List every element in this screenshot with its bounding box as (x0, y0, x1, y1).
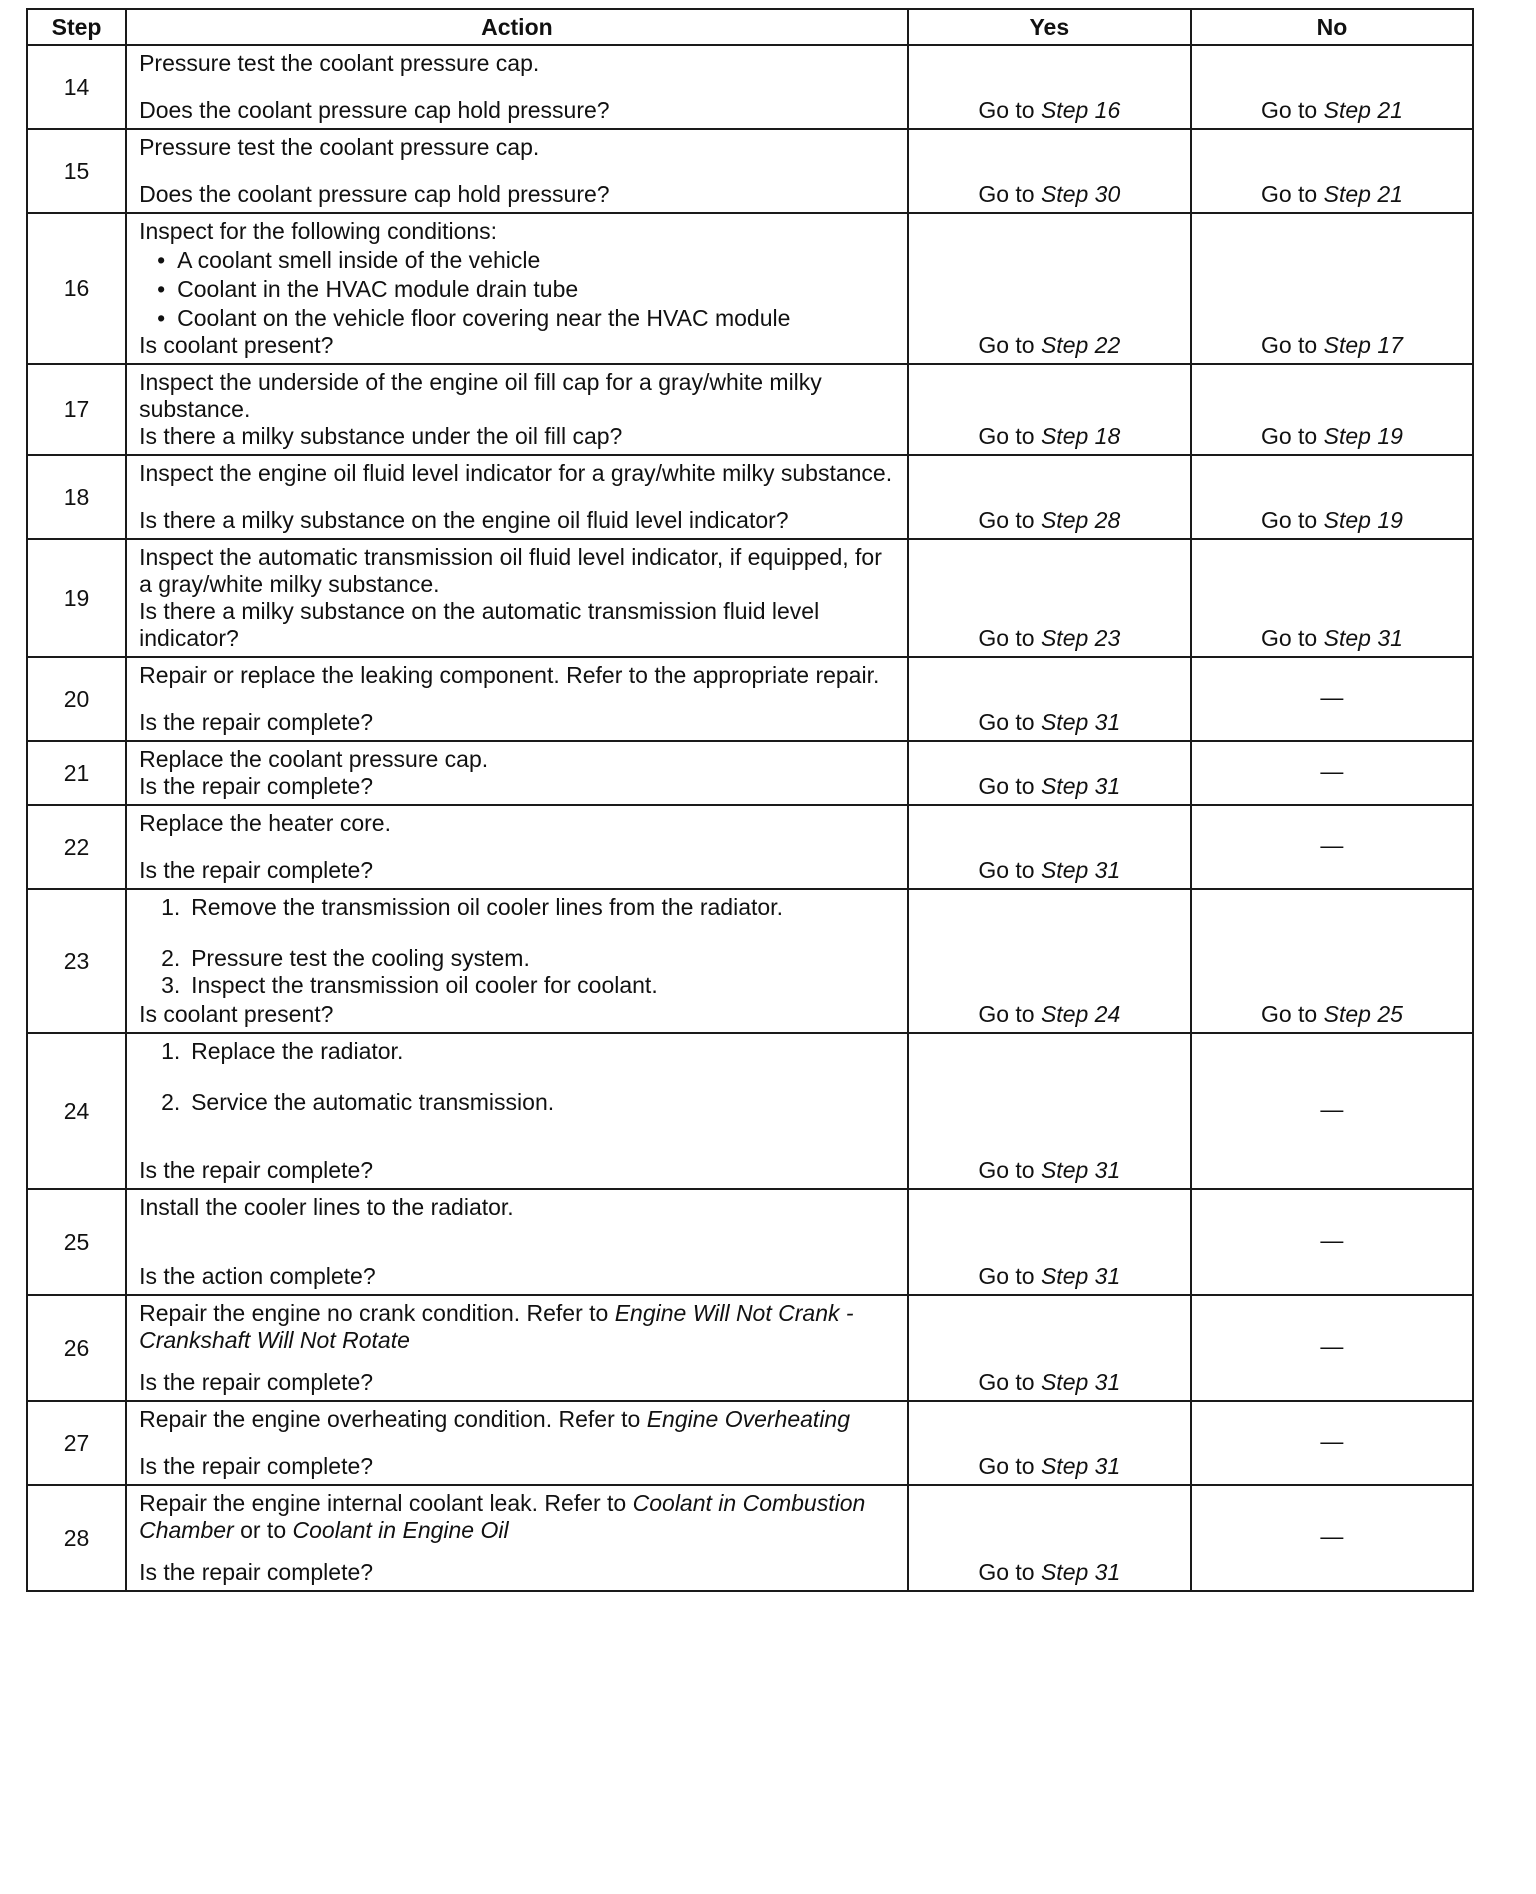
question-text: Is there a milky substance under the oil fill cap? (139, 423, 623, 449)
goto-step-ref: Step 18 (1040, 423, 1121, 449)
goto-step-ref: Step 23 (1040, 625, 1121, 651)
step-number: 17 (27, 364, 126, 455)
action-instructions (139, 460, 899, 487)
question-text: Is the action complete? (139, 1263, 376, 1289)
yes-cell (908, 364, 1191, 455)
goto-step-ref: Step 31 (1040, 1453, 1121, 1479)
yes-cell (908, 539, 1191, 657)
yes-cell (908, 213, 1191, 364)
yes-cell (908, 889, 1191, 1033)
step-number: 15 (27, 129, 126, 213)
bullet-item (139, 247, 899, 274)
action-cell (126, 1401, 908, 1485)
item-text: Pressure test the cooling system. (191, 945, 530, 971)
no-dash: — (1320, 1095, 1344, 1122)
action-instructions (139, 1038, 899, 1116)
goto-step-ref: Step 19 (1323, 507, 1403, 533)
question-text: Does the coolant pressure cap hold pressure? (139, 181, 610, 207)
goto-prefix: Go to (978, 1369, 1035, 1395)
yes-cell (908, 657, 1191, 741)
goto-prefix: Go to (978, 1263, 1035, 1289)
goto-prefix: Go to (1260, 332, 1318, 358)
no-cell (1191, 1189, 1473, 1295)
action-instructions (139, 894, 899, 999)
action-instructions (139, 746, 899, 773)
goto-step-ref: Step 31 (1040, 1157, 1121, 1183)
no-dash: — (1320, 683, 1344, 710)
action-instructions (139, 369, 899, 423)
table-row (27, 539, 1473, 657)
table-row (27, 805, 1473, 889)
step-number: 26 (27, 1295, 126, 1401)
instruction-text: Replace the heater core. (139, 810, 391, 836)
goto-step-ref: Step 31 (1040, 773, 1121, 799)
reference-link-text: Coolant in Combustion Chamber (139, 1490, 866, 1543)
table-row (27, 1401, 1473, 1485)
action-cell (126, 364, 908, 455)
goto-prefix: Go to (978, 625, 1035, 651)
goto-step-ref: Step 31 (1323, 625, 1403, 651)
action-cell (126, 657, 908, 741)
action-instructions (139, 662, 899, 689)
action-content (139, 218, 899, 359)
item-text: Replace the radiator. (191, 1038, 404, 1064)
table-row (27, 741, 1473, 805)
reference-link-text: Engine Overheating (646, 1406, 851, 1432)
goto-step-ref: Step 21 (1323, 181, 1403, 207)
goto-prefix: Go to (1260, 423, 1318, 449)
no-cell (1191, 1033, 1473, 1189)
action-instructions (139, 1406, 899, 1433)
action-content (139, 460, 899, 534)
table-row (27, 45, 1473, 129)
item-number: 2. (161, 1089, 181, 1115)
no-cell (1191, 889, 1473, 1033)
instruction-text: Install the cooler lines to the radiator. (139, 1194, 514, 1220)
no-cell (1191, 45, 1473, 129)
instruction-text: Inspect the underside of the engine oil fill cap for a gray/white milky substance. (139, 369, 822, 422)
no-dash: — (1320, 757, 1344, 784)
step-number: 16 (27, 213, 126, 364)
instruction-text (139, 1406, 899, 1433)
goto-prefix: Go to (978, 423, 1035, 449)
yes-cell (908, 1485, 1191, 1591)
instruction-part: Repair the engine overheating condition. Refer to (139, 1406, 647, 1432)
no-cell (1191, 657, 1473, 741)
goto-step-ref: Step 31 (1040, 1559, 1121, 1585)
goto-prefix: Go to (1260, 181, 1318, 207)
goto-step-ref: Step 31 (1040, 709, 1121, 735)
action-cell (126, 805, 908, 889)
action-cell (126, 455, 908, 539)
question-text: Is the repair complete? (139, 709, 374, 735)
no-cell (1191, 1401, 1473, 1485)
question-text: Is the repair complete? (139, 1369, 374, 1395)
goto-prefix: Go to (978, 1559, 1035, 1585)
yes-cell (908, 455, 1191, 539)
diagnostic-table (26, 8, 1474, 1592)
goto-prefix: Go to (1260, 97, 1318, 123)
action-content (139, 1038, 899, 1184)
numbered-item (139, 1038, 899, 1065)
step-number: 21 (27, 741, 126, 805)
step-number: 14 (27, 45, 126, 129)
header-no: No (1191, 9, 1473, 45)
item-number: 1. (161, 1038, 181, 1064)
action-content (139, 50, 899, 124)
action-instructions (139, 134, 899, 161)
action-cell (126, 1033, 908, 1189)
no-dash: — (1320, 1226, 1344, 1253)
action-cell (126, 213, 908, 364)
numbered-item (139, 894, 899, 921)
step-number: 23 (27, 889, 126, 1033)
step-number: 18 (27, 455, 126, 539)
header-step: Step (27, 9, 126, 45)
no-cell (1191, 455, 1473, 539)
yes-cell (908, 1401, 1191, 1485)
action-content (139, 134, 899, 208)
action-content (139, 746, 899, 800)
no-dash: — (1320, 1427, 1344, 1454)
instruction-text: Repair or replace the leaking component. Refer to the appropriate repair. (139, 662, 880, 688)
table-row (27, 1295, 1473, 1401)
goto-prefix: Go to (1260, 1001, 1318, 1027)
yes-cell (908, 741, 1191, 805)
step-number: 28 (27, 1485, 126, 1591)
instruction-text: Replace the coolant pressure cap. (139, 746, 489, 772)
step-number: 20 (27, 657, 126, 741)
goto-step-ref: Step 19 (1323, 423, 1403, 449)
yes-cell (908, 1033, 1191, 1189)
goto-step-ref: Step 31 (1040, 857, 1121, 883)
goto-step-ref: Step 31 (1040, 1369, 1121, 1395)
goto-prefix: Go to (978, 332, 1035, 358)
action-content (139, 1490, 899, 1586)
step-number: 22 (27, 805, 126, 889)
no-cell (1191, 741, 1473, 805)
no-cell (1191, 364, 1473, 455)
yes-cell (908, 805, 1191, 889)
goto-prefix: Go to (1260, 625, 1318, 651)
table-body (27, 45, 1473, 1591)
no-dash: — (1320, 831, 1344, 858)
question-text: Is coolant present? (139, 1001, 334, 1027)
goto-step-ref: Step 17 (1323, 332, 1403, 358)
goto-prefix: Go to (978, 1001, 1035, 1027)
bullet-item (139, 276, 899, 303)
header-action: Action (126, 9, 908, 45)
question-text: Is there a milky substance on the automatic transmission fluid level indicator? (139, 598, 820, 651)
bullet-item (139, 305, 899, 332)
table-row (27, 129, 1473, 213)
no-cell (1191, 1485, 1473, 1591)
item-text: Inspect the transmission oil cooler for coolant. (191, 972, 658, 998)
bullet-text: A coolant smell inside of the vehicle (177, 247, 541, 273)
numbered-item (139, 945, 899, 972)
goto-prefix: Go to (1260, 507, 1318, 533)
step-number: 25 (27, 1189, 126, 1295)
question-text: Is the repair complete? (139, 1559, 374, 1585)
item-number: 1. (161, 894, 181, 920)
goto-step-ref: Step 28 (1040, 507, 1121, 533)
item-text: Remove the transmission oil cooler lines from the radiator. (191, 894, 783, 920)
step-number: 27 (27, 1401, 126, 1485)
table-row (27, 889, 1473, 1033)
instruction-text: Inspect the automatic transmission oil fluid level indicator, if equipped, for a gray/white milky substance. (139, 544, 882, 597)
action-instructions (139, 1300, 899, 1354)
action-content (139, 894, 899, 1028)
bullet-text: Coolant in the HVAC module drain tube (177, 276, 579, 302)
question-text: Is the repair complete? (139, 1157, 374, 1183)
instruction-text: Pressure test the coolant pressure cap. (139, 134, 540, 160)
action-cell (126, 45, 908, 129)
action-cell (126, 889, 908, 1033)
question-text: Does the coolant pressure cap hold pressure? (139, 97, 610, 123)
action-content (139, 369, 899, 450)
table-row (27, 1033, 1473, 1189)
item-number: 3. (161, 972, 181, 998)
action-content (139, 1194, 899, 1290)
goto-step-ref: Step 31 (1040, 1263, 1121, 1289)
question-text: Is coolant present? (139, 332, 334, 358)
yes-cell (908, 129, 1191, 213)
action-instructions (139, 1490, 899, 1544)
action-cell (126, 1189, 908, 1295)
reference-link-text: Coolant in Engine Oil (292, 1517, 509, 1543)
no-cell (1191, 539, 1473, 657)
table-row (27, 657, 1473, 741)
action-cell (126, 539, 908, 657)
instruction-part: Repair the engine internal coolant leak. Refer to (139, 1490, 633, 1516)
action-instructions (139, 50, 899, 77)
action-content (139, 1300, 899, 1396)
goto-prefix: Go to (978, 507, 1035, 533)
instruction-part: Repair the engine no crank condition. Refer to (139, 1300, 615, 1326)
header-row (27, 9, 1473, 45)
table-row (27, 364, 1473, 455)
header-yes: Yes (908, 9, 1191, 45)
step-number: 24 (27, 1033, 126, 1189)
action-cell (126, 1485, 908, 1591)
goto-prefix: Go to (978, 181, 1035, 207)
goto-step-ref: Step 25 (1323, 1001, 1403, 1027)
goto-step-ref: Step 22 (1040, 332, 1121, 358)
goto-step-ref: Step 24 (1040, 1001, 1121, 1027)
goto-prefix: Go to (978, 773, 1035, 799)
question-text: Is the repair complete? (139, 773, 374, 799)
table-row (27, 1189, 1473, 1295)
question-text: Is the repair complete? (139, 1453, 374, 1479)
yes-cell (908, 1295, 1191, 1401)
action-cell (126, 1295, 908, 1401)
action-content (139, 1406, 899, 1480)
yes-cell (908, 45, 1191, 129)
instruction-text: Inspect the engine oil fluid level indicator for a gray/white milky substance. (139, 460, 893, 486)
action-instructions (139, 810, 899, 837)
no-dash: — (1320, 1332, 1344, 1359)
action-instructions (139, 544, 899, 598)
item-text: Service the automatic transmission. (191, 1089, 555, 1115)
goto-prefix: Go to (978, 1453, 1035, 1479)
goto-step-ref: Step 16 (1040, 97, 1121, 123)
no-cell (1191, 805, 1473, 889)
numbered-item (139, 1089, 899, 1116)
action-content (139, 662, 899, 736)
bullet-text: Coolant on the vehicle floor covering near the HVAC module (177, 305, 791, 331)
goto-step-ref: Step 21 (1323, 97, 1403, 123)
table-row (27, 213, 1473, 364)
action-content (139, 810, 899, 884)
table-row (27, 455, 1473, 539)
yes-cell (908, 1189, 1191, 1295)
instruction-text: Inspect for the following conditions: (139, 218, 498, 244)
no-dash: — (1320, 1522, 1344, 1549)
step-number: 19 (27, 539, 126, 657)
question-text: Is the repair complete? (139, 857, 374, 883)
goto-prefix: Go to (978, 97, 1035, 123)
goto-prefix: Go to (978, 857, 1035, 883)
item-number: 2. (161, 945, 181, 971)
goto-prefix: Go to (978, 709, 1035, 735)
goto-prefix: Go to (978, 1157, 1035, 1183)
instruction-text: Pressure test the coolant pressure cap. (139, 50, 540, 76)
no-cell (1191, 213, 1473, 364)
question-text: Is there a milky substance on the engine oil fluid level indicator? (139, 507, 789, 533)
instruction-part: or to (233, 1517, 293, 1543)
reference-link-text: Engine Will Not Crank - Crankshaft Will Not Rotate (139, 1300, 854, 1353)
action-cell (126, 129, 908, 213)
goto-step-ref: Step 30 (1040, 181, 1121, 207)
no-cell (1191, 129, 1473, 213)
action-content (139, 544, 899, 652)
no-cell (1191, 1295, 1473, 1401)
instruction-text (139, 1300, 899, 1354)
numbered-item (139, 972, 899, 999)
table-row (27, 1485, 1473, 1591)
action-cell (126, 741, 908, 805)
instruction-text (139, 1490, 899, 1544)
action-instructions (139, 1194, 899, 1221)
action-instructions (139, 218, 899, 332)
